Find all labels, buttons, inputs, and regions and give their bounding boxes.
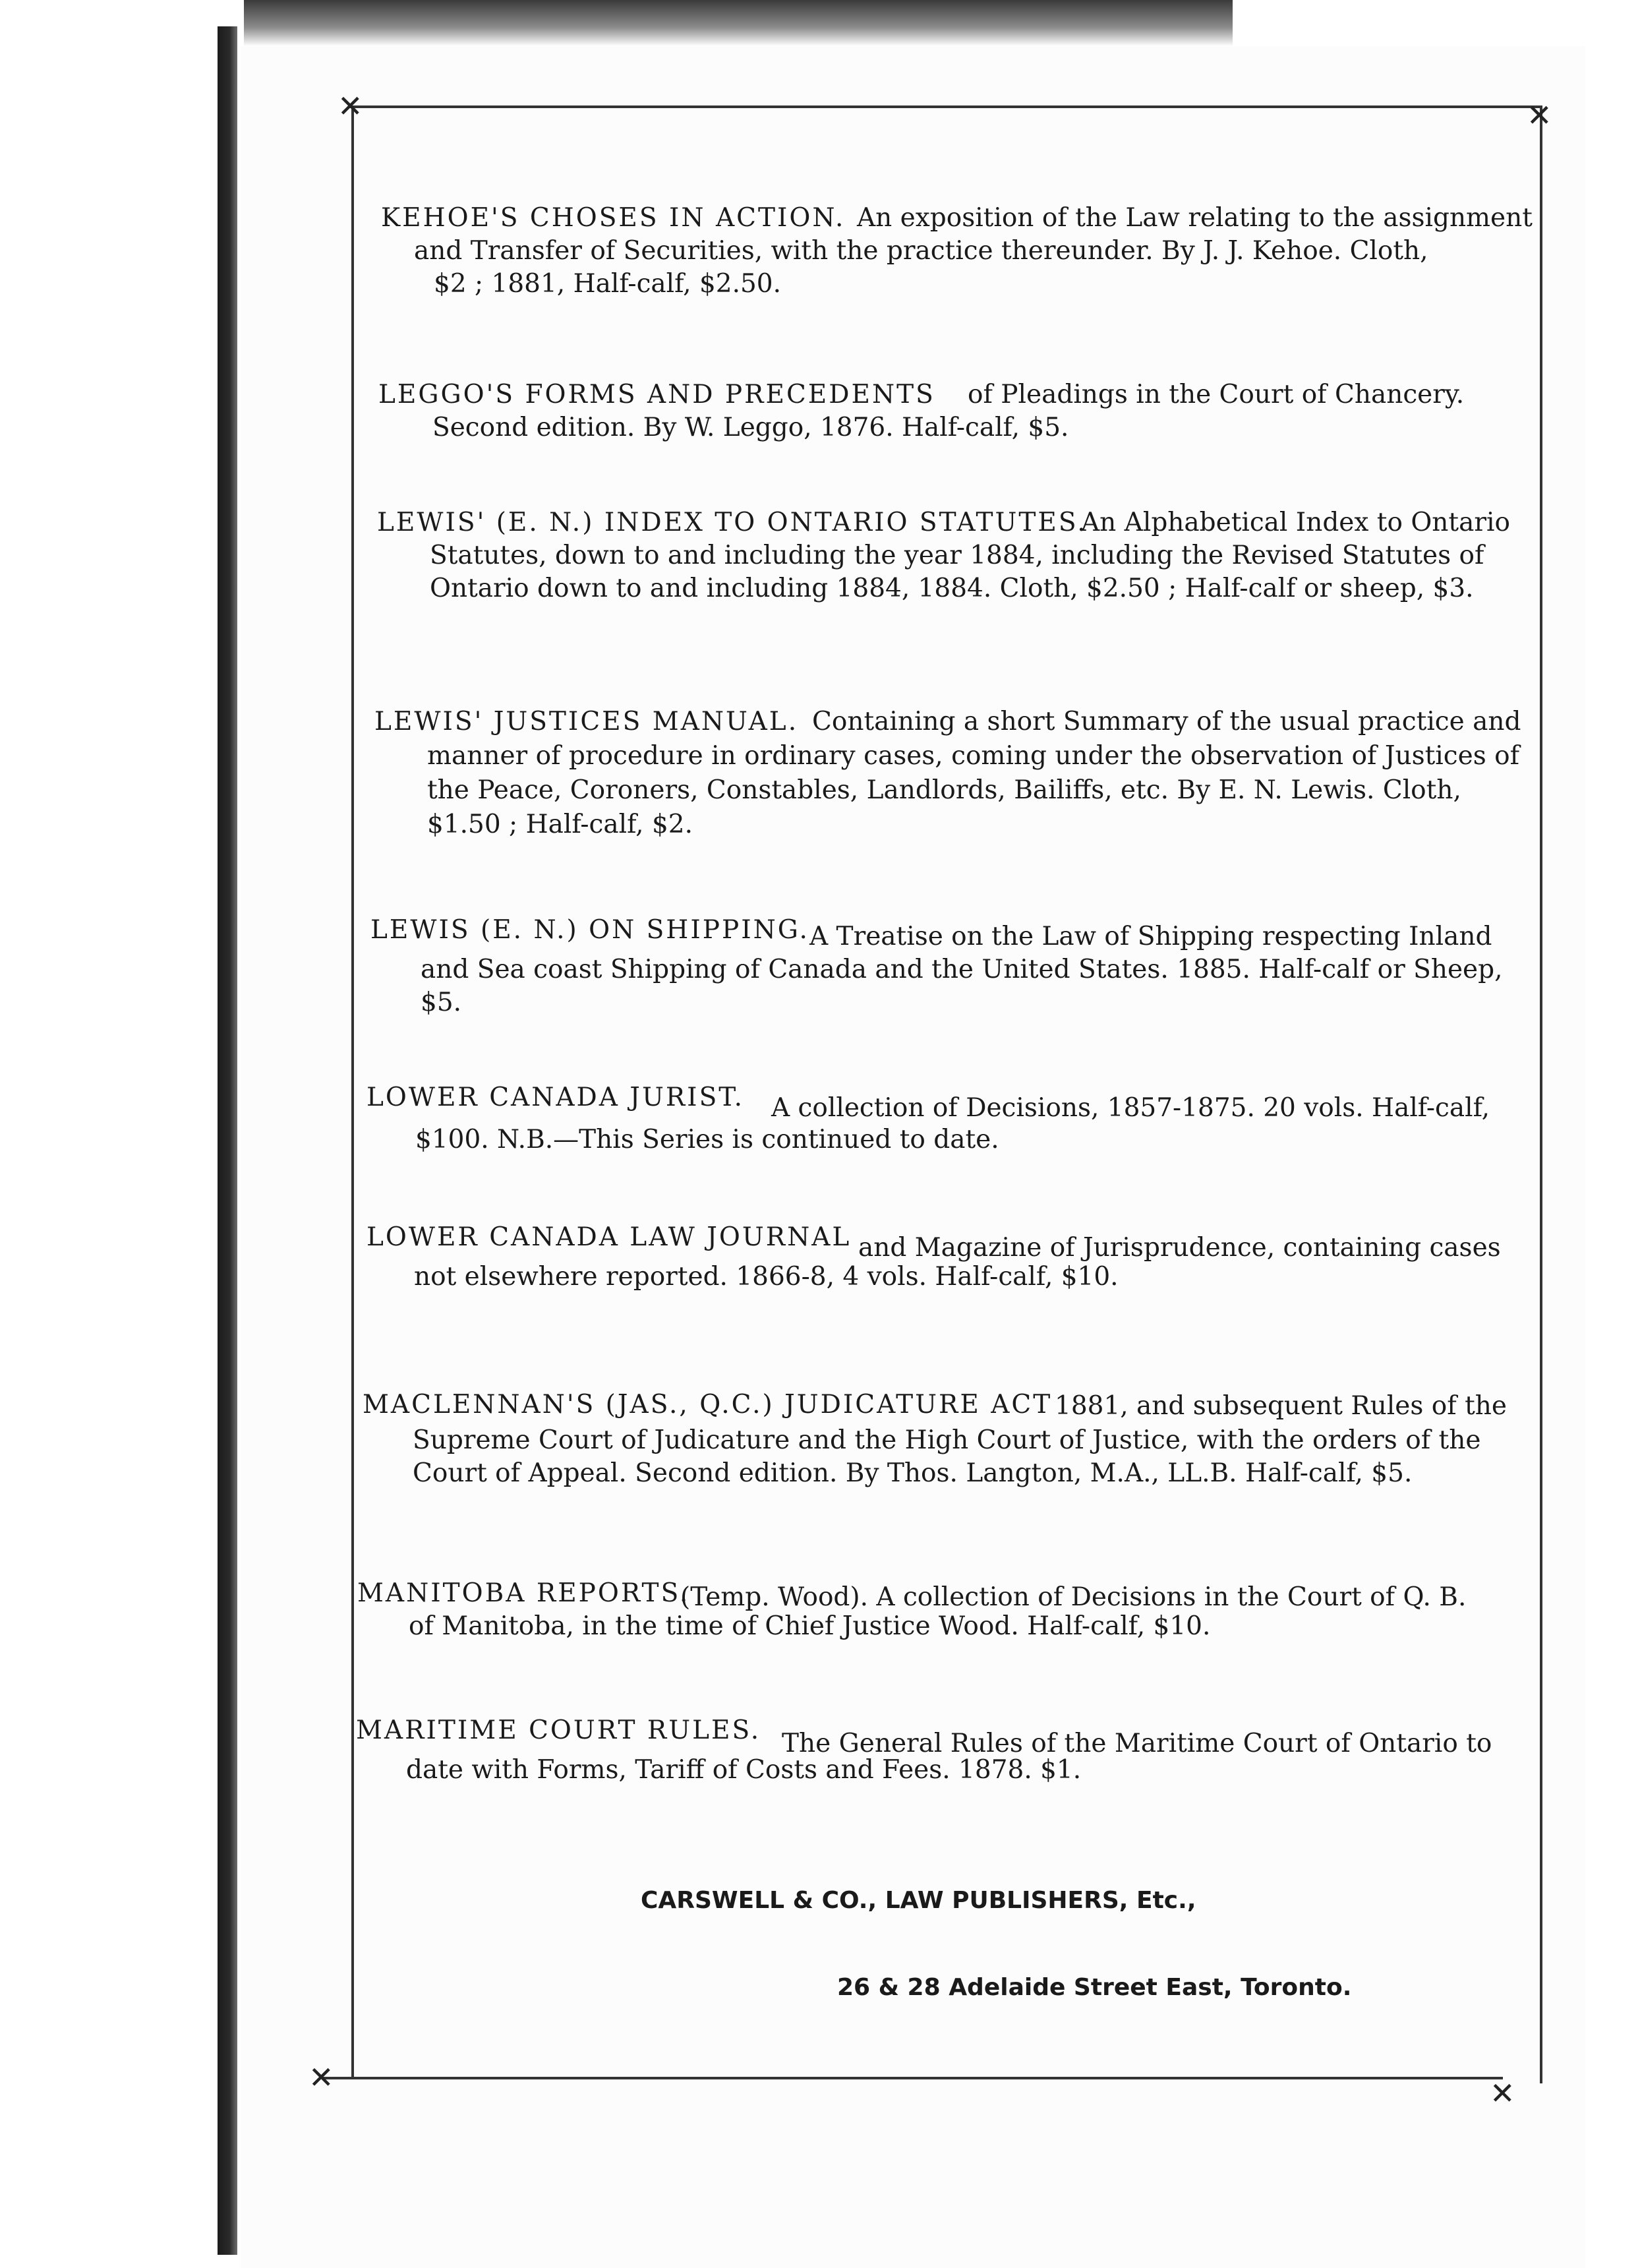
entry-title: LEWIS (E. N.) ON SHIPPING. xyxy=(370,915,809,945)
entry-text-line: Containing a short Summary of the usual practice and xyxy=(812,707,1521,736)
entry-text-line: $2 ; 1881, Half-calf, $2.50. xyxy=(434,269,782,299)
frame-bottom-rule xyxy=(323,2077,1503,2079)
entry-text-line: $100. N.B.—This Series is continued to date. xyxy=(415,1125,999,1154)
entry-text-line: A Treatise on the Law of Shipping respecting Inland xyxy=(809,922,1492,951)
publisher-address: 26 & 28 Adelaide Street East, Toronto. xyxy=(837,1974,1352,2001)
entry-title: LEWIS' (E. N.) INDEX TO ONTARIO STATUTES. xyxy=(377,508,1088,537)
publisher-name: CARSWELL & CO., LAW PUBLISHERS, Etc., xyxy=(641,1887,1196,1914)
corner-ornament-icon: ✕ xyxy=(308,2060,334,2095)
entry-text-line: (Temp. Wood). A collection of Decisions in the Court of Q. B. xyxy=(680,1582,1467,1612)
entry-text-line: of Pleadings in the Court of Chancery. xyxy=(968,380,1465,409)
entry-title: MARITIME COURT RULES. xyxy=(356,1716,761,1745)
entry-text-line: and Sea coast Shipping of Canada and the United States. 1885. Half-calf or Sheep, xyxy=(421,955,1503,984)
frame-top-rule xyxy=(349,105,1542,108)
entry-title: LEGGO'S FORMS AND PRECEDENTS xyxy=(378,380,935,409)
entry-text-line: manner of procedure in ordinary cases, coming under the observation of Justices of xyxy=(427,741,1520,771)
entry-text-line: An exposition of the Law relating to the assignment xyxy=(857,203,1533,233)
entry-text-line: Ontario down to and including 1884, 1884. Cloth, $2.50 ; Half-calf or sheep, $3. xyxy=(430,574,1474,603)
entry-text-line: $1.50 ; Half-calf, $2. xyxy=(427,810,693,839)
entry-title: KEHOE'S CHOSES IN ACTION. xyxy=(381,203,846,233)
entry-title: MACLENNAN'S (JAS., Q.C.) JUDICATURE ACT xyxy=(363,1390,1053,1419)
entry-text-line: The General Rules of the Maritime Court of Ontario to xyxy=(782,1729,1492,1758)
entry-title: LOWER CANADA JURIST. xyxy=(366,1083,744,1112)
entry-text-line: A collection of Decisions, 1857-1875. 20 vols. Half-calf, xyxy=(771,1093,1490,1123)
corner-ornament-icon: ✕ xyxy=(1490,2075,1515,2111)
entry-title: LEWIS' JUSTICES MANUAL. xyxy=(374,707,799,736)
entry-text-line: An Alphabetical Index to Ontario xyxy=(1081,508,1510,537)
frame-right-rule xyxy=(1540,105,1542,2083)
scan-edge-left xyxy=(218,26,237,2255)
entry-title: MANITOBA REPORTS. xyxy=(357,1578,690,1608)
entry-text-line: Second edition. By W. Leggo, 1876. Half-calf, $5. xyxy=(432,413,1069,442)
entry-text-line: the Peace, Coroners, Constables, Landlords, Bailiffs, etc. By E. N. Lewis. Cloth, xyxy=(427,775,1461,805)
entry-text-line: not elsewhere reported. 1866-8, 4 vols. Half-calf, $10. xyxy=(414,1262,1119,1292)
entry-text-line: of Manitoba, in the time of Chief Justice Wood. Half-calf, $10. xyxy=(409,1611,1211,1641)
entry-text-line: Court of Appeal. Second edition. By Thos. Langton, M.A., LL.B. Half-calf, $5. xyxy=(413,1458,1413,1488)
scan-edge-top xyxy=(244,0,1233,46)
entry-text-line: Supreme Court of Judicature and the High Court of Justice, with the orders of the xyxy=(413,1425,1481,1455)
entry-text-line: Statutes, down to and including the year 1884, including the Revised Statutes of xyxy=(430,541,1484,570)
entry-text-line: 1881, and subsequent Rules of the xyxy=(1055,1391,1507,1421)
corner-ornament-icon: ✕ xyxy=(337,88,363,124)
corner-ornament-icon: ✕ xyxy=(1527,98,1552,133)
entry-text-line: $5. xyxy=(421,988,462,1017)
entry-text-line: and Transfer of Securities, with the practice thereunder. By J. J. Kehoe. Cloth, xyxy=(414,236,1428,266)
entry-text-line: and Magazine of Jurisprudence, containing cases xyxy=(858,1233,1501,1263)
frame-left-rule xyxy=(351,105,354,2077)
entry-title: LOWER CANADA LAW JOURNAL xyxy=(366,1222,852,1252)
entry-text-line: date with Forms, Tariff of Costs and Fees. 1878. $1. xyxy=(406,1755,1082,1785)
